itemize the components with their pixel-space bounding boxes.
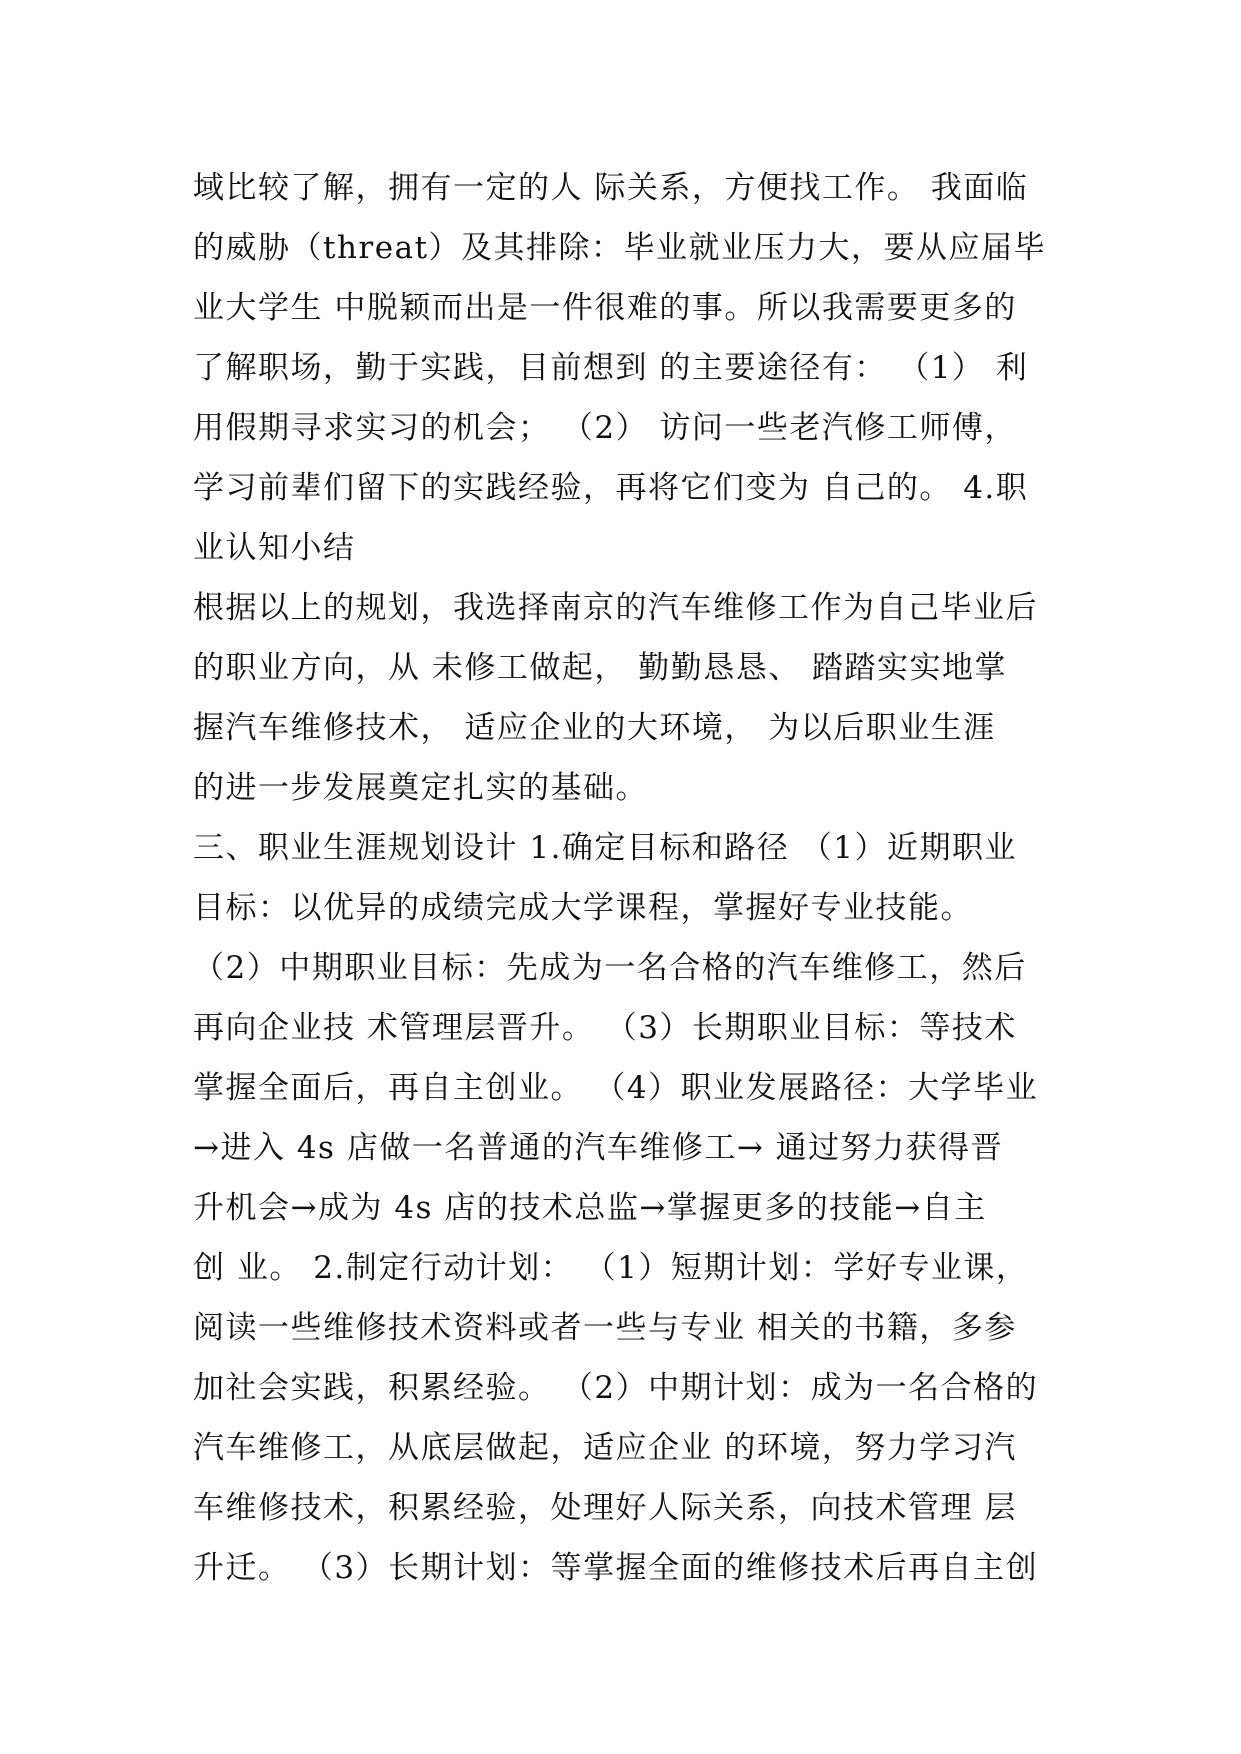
text-line: 升迁。 （3）长期计划：等掌握全面的维修技术后再自主创: [193, 1550, 1039, 1586]
text-line: 再向企业技 术管理层晋升。 （3）长期职业目标：等技术: [193, 1010, 1017, 1046]
text-line: 用假期寻求实习的机会； （2） 访问一些老汽修工师傅，: [193, 410, 1017, 446]
text-line: 握汽车维修技术， 适应企业的大环境， 为以后职业生涯: [193, 710, 996, 746]
text-line: 创 业。 2.制定行动计划： （1）短期计划：学好专业课，: [193, 1250, 1029, 1286]
text-line: 根据以上的规划，我选择南京的汽车维修工作为自己毕业后: [193, 590, 1038, 626]
text-line: 的职业方向，从 未修工做起， 勤勤恳恳、 踏踏实实地掌: [193, 650, 1008, 686]
text-line: 加社会实践，积累经验。 （2）中期计划：成为一名合格的: [193, 1370, 1039, 1406]
text-line: （2）中期职业目标：先成为一名合格的汽车维修工，然后: [193, 950, 1027, 986]
text-line: 车维修技术，积累经验，处理好人际关系，向技术管理 层: [193, 1490, 1017, 1526]
text-line: →进入 4s 店做一名普通的汽车维修工→ 通过努力获得晋: [193, 1130, 1004, 1166]
body-text: [193, 160, 1063, 1600]
text-line: 升机会→成为 4s 店的技术总监→掌握更多的技能→自主: [193, 1190, 987, 1226]
text-line: 学习前辈们留下的实践经验，再将它们变为 自己的。 4.职: [193, 470, 1029, 506]
text-line: 的进一步发展奠定扎实的基础。: [193, 770, 648, 806]
text-line: 的威胁（threat）及其排除：毕业就业压力大，要从应届毕: [193, 230, 1047, 266]
text-line: 阅读一些维修技术资料或者一些与专业 相关的书籍，多参: [193, 1310, 1017, 1346]
text-line: 掌握全面后，再自主创业。 （4）职业发展路径：大学毕业: [193, 1070, 1039, 1106]
text-line: 业认知小结: [193, 530, 356, 566]
text-line: 目标：以优异的成绩完成大学课程，掌握好专业技能。: [193, 890, 973, 926]
text-line: 业大学生 中脱颖而出是一件很难的事。所以我需要更多的: [193, 290, 1017, 326]
text-line: 汽车维修工，从底层做起，适应企业 的环境，努力学习汽: [193, 1430, 1017, 1466]
text-line: 域比较了解，拥有一定的人 际关系，方便找工作。 我面临: [193, 170, 1029, 206]
text-line: 了解职场，勤于实践，目前想到 的主要途径有： （1） 利: [193, 350, 1029, 386]
text-line: 三、职业生涯规划设计 1.确定目标和路径 （1）近期职业: [193, 830, 1018, 866]
